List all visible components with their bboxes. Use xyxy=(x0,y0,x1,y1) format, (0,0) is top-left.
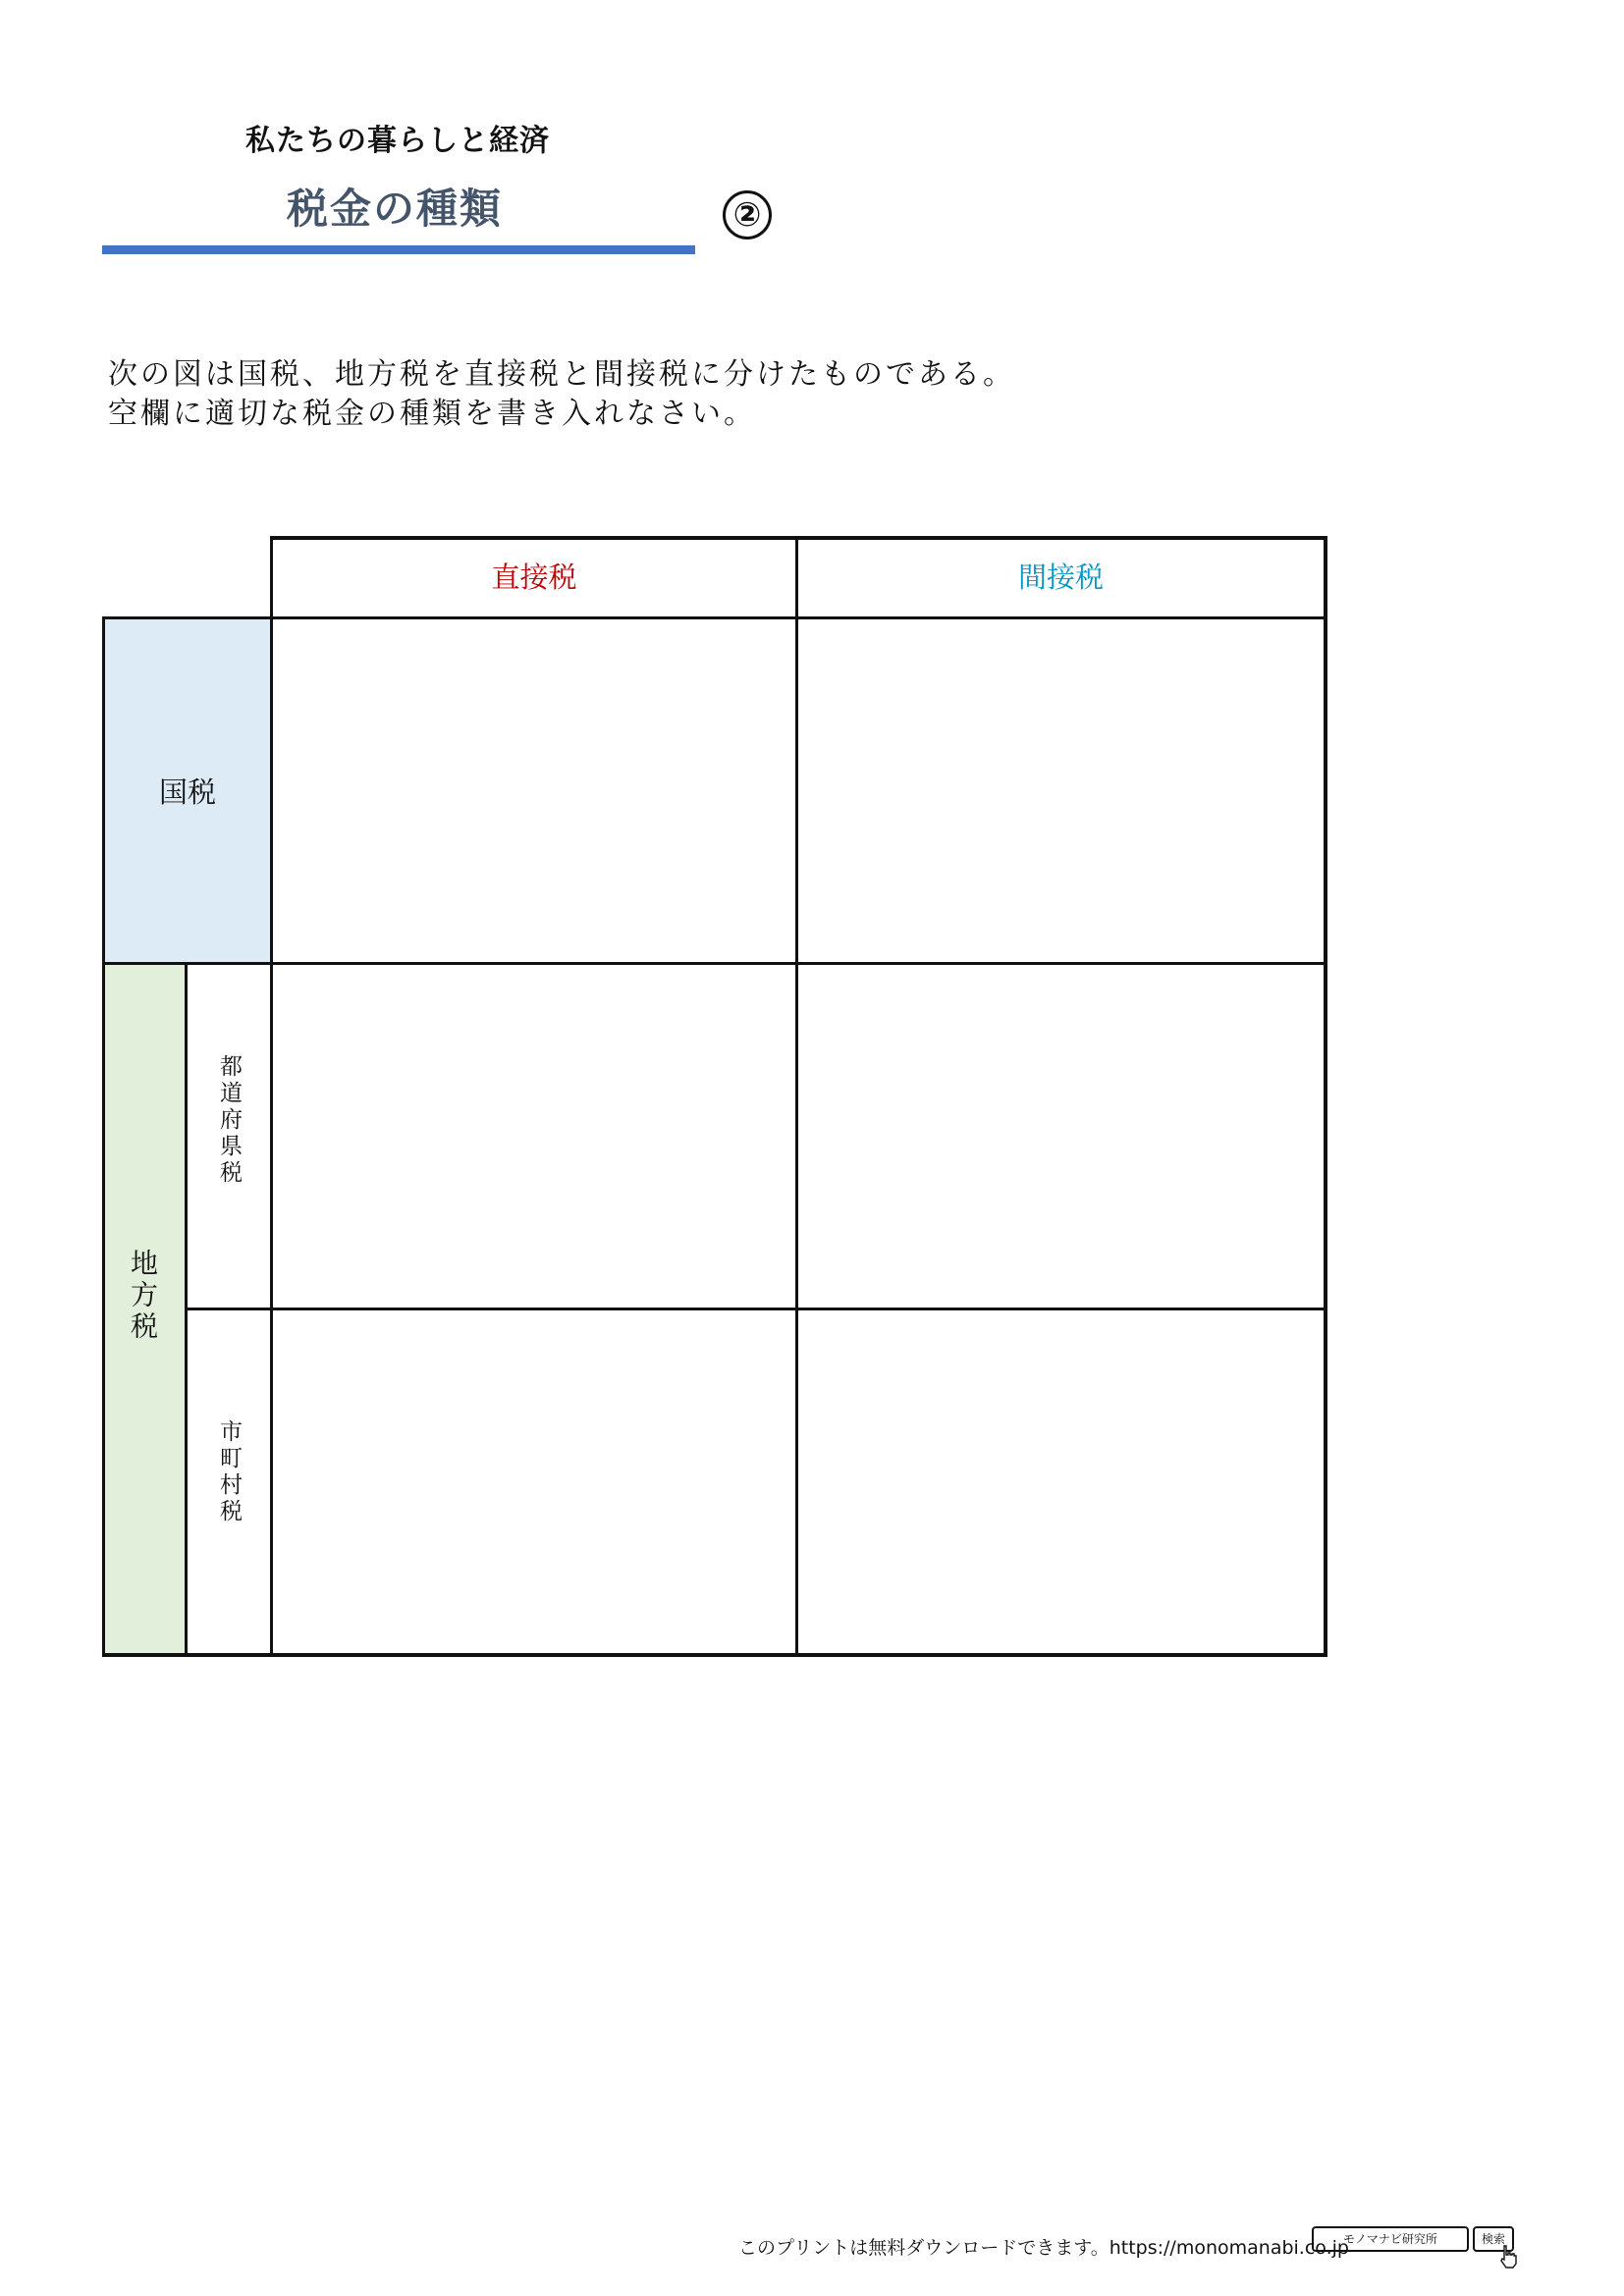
worksheet-number: ② xyxy=(723,190,772,240)
answer-cell-shichoson-indirect[interactable] xyxy=(798,1310,1324,1653)
column-header-indirect-tax-label: 間接税 xyxy=(1017,561,1104,594)
series-title: 私たちの暮らしと経済 xyxy=(245,124,550,158)
page-title: 税金の種類 xyxy=(287,185,504,233)
column-header-direct-tax xyxy=(273,556,795,596)
hand-pointer-icon xyxy=(1498,2244,1520,2269)
column-header-direct-tax-label: 直接税 xyxy=(491,561,577,594)
answer-cell-todofuken-direct[interactable] xyxy=(273,965,795,1308)
footer-download-note: このプリントは無料ダウンロードできます。https://monomanabi.co.jp xyxy=(738,2237,1349,2259)
answer-cell-kokuzei-direct[interactable] xyxy=(273,619,795,962)
instruction-line-2: 空欄に適切な税金の種類を書き入れなさい。 xyxy=(108,397,756,431)
row-header-chihozei: 地方税 xyxy=(127,1249,159,1343)
instruction-line-1: 次の図は国税、地方税を直接税と間接税に分けたものである。 xyxy=(108,357,1015,392)
answer-cell-kokuzei-indirect[interactable] xyxy=(798,619,1324,962)
column-header-indirect-tax xyxy=(798,556,1324,596)
row-header-kokuzei: 国税 xyxy=(158,775,216,809)
row-header-shichosonzei: 市町村税 xyxy=(216,1419,242,1525)
footer-search-box: モノマナビ研究所 xyxy=(1312,2226,1469,2252)
answer-cell-shichoson-direct[interactable] xyxy=(273,1310,795,1653)
answer-cell-todofuken-indirect[interactable] xyxy=(798,965,1324,1308)
footer-search-button: 検索 xyxy=(1473,2226,1514,2252)
row-header-todofukenzei: 都道府県税 xyxy=(216,1054,242,1187)
